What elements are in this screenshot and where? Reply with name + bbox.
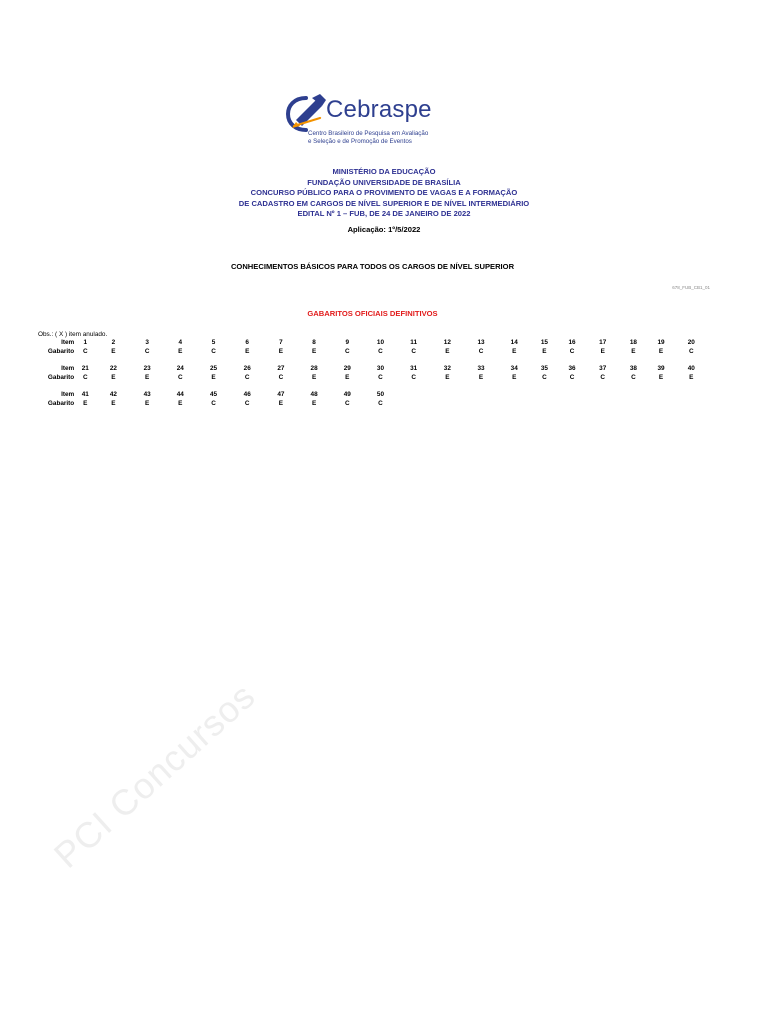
answer-value: E <box>111 399 116 407</box>
answer-value: E <box>111 347 116 355</box>
item-number: 23 <box>143 365 151 372</box>
item-number: 25 <box>209 365 218 372</box>
empty-cell <box>675 391 708 400</box>
empty-cell <box>647 391 674 400</box>
item-row <box>38 391 708 400</box>
empty-cell <box>531 400 558 409</box>
item-number: 14 <box>510 339 518 346</box>
answer-value: C <box>82 373 88 381</box>
item-number: 35 <box>540 365 548 372</box>
item-number: 33 <box>477 365 485 372</box>
answer-value: E <box>658 373 664 381</box>
document-header <box>0 167 768 220</box>
answer-value: E <box>689 373 694 381</box>
answer-value: E <box>478 373 484 381</box>
header-contest-line1: CONCURSO PÚBLICO PARA O PROVIMENTO DE VAGAS E A FORMAÇÃO <box>250 188 518 197</box>
cebraspe-logo <box>286 94 486 150</box>
item-number: 6 <box>245 339 249 346</box>
answer-value: C <box>278 373 284 381</box>
item-number: 17 <box>599 339 607 346</box>
item-number: 9 <box>345 339 350 346</box>
answer-value: E <box>542 347 547 355</box>
item-number: 15 <box>540 339 548 346</box>
answer-value: E <box>600 347 605 355</box>
empty-cell <box>498 391 531 400</box>
item-row-label: Item <box>61 391 75 398</box>
empty-cell <box>430 391 464 400</box>
answer-row <box>38 374 708 383</box>
empty-cell <box>498 400 531 409</box>
answer-value: C <box>600 373 606 381</box>
item-number: 26 <box>243 365 251 372</box>
cebraspe-mark-icon <box>286 94 330 134</box>
item-number: 36 <box>568 365 576 372</box>
item-number: 46 <box>243 391 251 398</box>
empty-cell <box>397 391 430 400</box>
answer-key-block <box>38 339 708 356</box>
item-number: 28 <box>310 365 318 372</box>
answer-value: C <box>82 347 88 355</box>
item-number: 44 <box>176 391 184 398</box>
item-number: 7 <box>279 339 283 346</box>
item-number: 24 <box>176 365 184 372</box>
logo-name: Cebraspe <box>326 96 432 123</box>
item-number: 5 <box>211 339 216 346</box>
answers-title: GABARITOS OFICIAIS DEFINITIVOS <box>307 309 438 318</box>
answer-row <box>38 348 708 357</box>
item-number: 32 <box>443 365 451 372</box>
item-number: 21 <box>81 365 89 372</box>
answer-value: C <box>569 373 575 381</box>
item-number: 19 <box>657 339 665 346</box>
item-number: 16 <box>568 339 576 346</box>
item-number: 22 <box>109 365 117 372</box>
answer-value: E <box>311 347 317 355</box>
item-row <box>38 339 708 348</box>
empty-cell <box>397 400 430 409</box>
item-number: 37 <box>599 365 607 372</box>
item-number: 12 <box>443 339 451 346</box>
item-number: 30 <box>376 365 384 372</box>
item-number: 48 <box>310 391 318 398</box>
answer-value: E <box>83 399 88 407</box>
answer-value: C <box>411 373 416 381</box>
item-number: 18 <box>629 339 637 346</box>
answer-value: C <box>211 347 216 355</box>
empty-cell <box>675 400 708 409</box>
item-row-label: Item <box>61 339 75 346</box>
answer-value: C <box>244 399 250 407</box>
section-title: CONHECIMENTOS BÁSICOS PARA TODOS OS CARGOS DE NÍVEL SUPERIOR <box>230 262 515 271</box>
item-number: 3 <box>145 339 149 346</box>
observation-note: Obs.: ( X ) item anulado. <box>38 331 108 338</box>
answer-value: C <box>244 373 250 381</box>
item-number: 39 <box>657 365 665 372</box>
item-row <box>38 365 708 374</box>
item-number: 40 <box>687 365 695 372</box>
answer-value: E <box>211 373 216 381</box>
answer-value: C <box>344 399 350 407</box>
answer-value: C <box>631 373 636 381</box>
answer-value: C <box>378 373 383 381</box>
header-foundation: FUNDAÇÃO UNIVERSIDADE DE BRASÍLIA <box>307 177 461 187</box>
header-ministry: MINISTÉRIO DA EDUCAÇÃO <box>332 167 436 176</box>
item-number: 49 <box>343 391 351 398</box>
logo-subtitle-line1: Centro Brasileiro de Pesquisa em Avaliação <box>308 130 429 137</box>
item-number: 34 <box>510 365 518 372</box>
application-date: Aplicação: 1º/5/2022 <box>347 225 421 234</box>
answer-value: C <box>178 373 183 381</box>
item-number: 11 <box>410 339 418 346</box>
empty-cell <box>531 391 558 400</box>
empty-cell <box>430 400 464 409</box>
answer-value: E <box>144 399 150 407</box>
answer-value: C <box>411 347 416 355</box>
item-number: 43 <box>143 391 151 398</box>
answer-value: C <box>344 347 350 355</box>
answer-value: C <box>478 347 484 355</box>
empty-cell <box>464 391 497 400</box>
empty-cell <box>586 400 619 409</box>
item-number: 47 <box>277 391 285 398</box>
answer-value: E <box>445 373 450 381</box>
item-number: 13 <box>477 339 485 346</box>
answer-value: E <box>144 373 150 381</box>
item-number: 41 <box>81 391 89 398</box>
answer-value: E <box>245 347 250 355</box>
item-number: 1 <box>83 339 88 346</box>
header-edital: EDITAL Nº 1 – FUB, DE 24 DE JANEIRO DE 2022 <box>297 209 471 218</box>
answer-value: E <box>111 373 116 381</box>
answer-value: E <box>512 347 517 355</box>
empty-cell <box>586 391 619 400</box>
answer-value: E <box>278 399 284 407</box>
empty-cell <box>619 391 647 400</box>
answer-value: C <box>211 399 216 407</box>
item-number: 29 <box>343 365 351 372</box>
answer-row-label: Gabarito <box>47 399 75 407</box>
answer-value: E <box>445 347 450 355</box>
empty-cell <box>558 391 586 400</box>
item-number: 27 <box>277 365 285 372</box>
answer-value: C <box>378 347 383 355</box>
empty-cell <box>619 400 647 409</box>
item-number: 31 <box>410 365 418 372</box>
item-number: 4 <box>178 339 183 346</box>
answer-value: E <box>345 373 350 381</box>
header-contest-line2: DE CADASTRO EM CARGOS DE NÍVEL SUPERIOR E DE NÍVEL INTERMEDIÁRIO <box>238 198 530 208</box>
answer-value: C <box>378 399 383 407</box>
answer-value: E <box>512 373 517 381</box>
watermark: PCI Concursos <box>45 674 263 876</box>
answer-key-block <box>38 365 708 382</box>
logo-subtitle <box>308 130 428 145</box>
item-number: 2 <box>111 339 116 346</box>
answer-value: E <box>311 373 317 381</box>
item-number: 50 <box>376 391 384 398</box>
item-row-label: Item <box>61 365 75 372</box>
item-number: 38 <box>629 365 637 372</box>
answer-value: C <box>144 347 150 355</box>
answer-value: E <box>311 399 317 407</box>
document-code: 678_FUB_CB1_01 <box>672 285 710 290</box>
answer-value: E <box>178 347 183 355</box>
answer-value: E <box>278 347 284 355</box>
empty-cell <box>647 400 674 409</box>
item-number: 45 <box>209 391 218 398</box>
logo-subtitle-line2: e Seleção e de Promoção de Eventos <box>308 137 412 145</box>
item-number: 10 <box>376 339 384 346</box>
answer-key-block <box>38 391 708 408</box>
answer-value: E <box>658 347 664 355</box>
item-number: 42 <box>109 391 117 398</box>
item-number: 8 <box>312 339 316 346</box>
item-number: 20 <box>687 339 695 346</box>
answer-value: E <box>178 399 183 407</box>
answer-row <box>38 400 708 409</box>
answer-row-label: Gabarito <box>47 347 75 355</box>
answer-value: E <box>631 347 636 355</box>
empty-cell <box>464 400 497 409</box>
answer-row-label: Gabarito <box>47 373 75 381</box>
answer-value: C <box>689 347 694 355</box>
answer-value: C <box>542 373 547 381</box>
empty-cell <box>558 400 586 409</box>
answer-value: C <box>569 347 575 355</box>
